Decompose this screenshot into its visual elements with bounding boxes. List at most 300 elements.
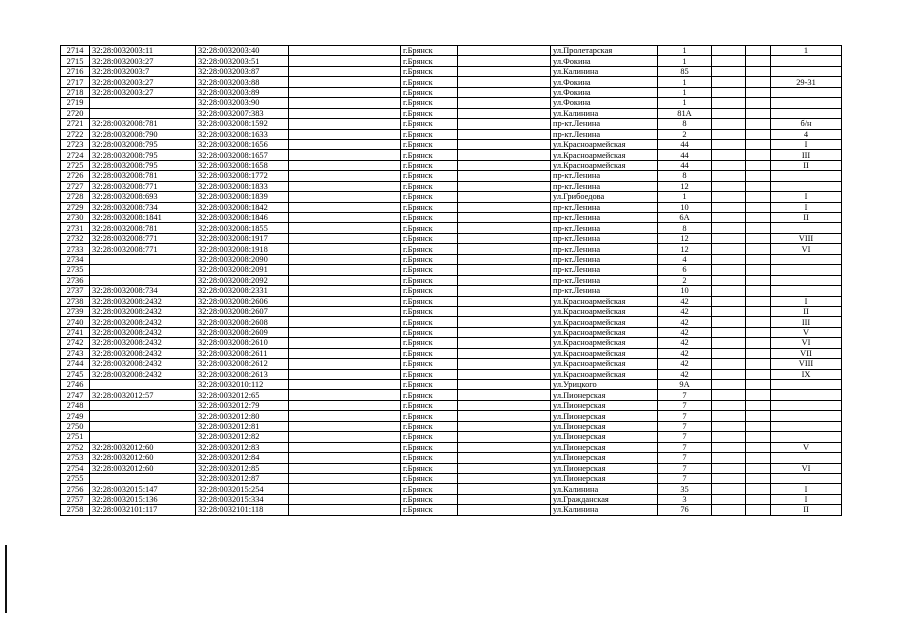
cell-e2 (458, 66, 551, 76)
table-row (61, 338, 842, 348)
cell-num: 2744 (61, 359, 90, 369)
cell-flat: VII (771, 348, 842, 358)
cell-cad: 32:28:0032003:88 (196, 77, 289, 87)
cell-bld: 76 (658, 505, 712, 515)
cell-e1 (289, 160, 401, 170)
cell-e1 (289, 317, 401, 327)
cell-flat: II (771, 213, 842, 223)
cell-e2 (458, 505, 551, 515)
cell-city: г.Брянск (401, 223, 458, 233)
cell-e1 (289, 390, 401, 400)
cell-flat: II (771, 505, 842, 515)
cell-parent: 32:28:0032008:795 (90, 150, 196, 160)
cell-e2 (458, 202, 551, 212)
cell-bld: 10 (658, 286, 712, 296)
cell-num: 2718 (61, 87, 90, 97)
cell-bld: 1 (658, 98, 712, 108)
cell-e4 (746, 390, 771, 400)
cell-e1 (289, 119, 401, 129)
cell-city: г.Брянск (401, 327, 458, 337)
cell-street: ул.Пионерская (551, 432, 658, 442)
cell-e2 (458, 77, 551, 87)
cell-num: 2715 (61, 56, 90, 66)
cell-city: г.Брянск (401, 254, 458, 264)
cell-bld: 42 (658, 338, 712, 348)
table-row (61, 150, 842, 160)
table-row (61, 265, 842, 275)
cell-flat (771, 411, 842, 421)
cell-street: пр-кт.Ленина (551, 171, 658, 181)
cell-street: пр-кт.Ленина (551, 233, 658, 243)
cell-num: 2728 (61, 192, 90, 202)
cell-cad: 32:28:0032008:2092 (196, 275, 289, 285)
cell-flat (771, 265, 842, 275)
cell-e2 (458, 265, 551, 275)
cell-parent: 32:28:0032008:790 (90, 129, 196, 139)
cell-e3 (712, 390, 746, 400)
cell-e3 (712, 233, 746, 243)
cell-street: ул.Калинина (551, 108, 658, 118)
cell-e3 (712, 421, 746, 431)
table-row (61, 192, 842, 202)
cell-e2 (458, 369, 551, 379)
cell-e2 (458, 87, 551, 97)
table-row (61, 296, 842, 306)
cell-e3 (712, 171, 746, 181)
cell-e4 (746, 505, 771, 515)
table-body (61, 46, 842, 516)
cell-e3 (712, 306, 746, 316)
cell-e1 (289, 275, 401, 285)
cell-e3 (712, 411, 746, 421)
cell-parent: 32:28:0032008:734 (90, 202, 196, 212)
cell-bld: 8 (658, 223, 712, 233)
cell-bld: 7 (658, 411, 712, 421)
cell-e2 (458, 463, 551, 473)
cell-street: ул.Грибоедова (551, 192, 658, 202)
cell-city: г.Брянск (401, 192, 458, 202)
cell-parent: 32:28:0032008:1841 (90, 213, 196, 223)
cell-city: г.Брянск (401, 56, 458, 66)
cell-flat (771, 380, 842, 390)
table-row (61, 87, 842, 97)
cell-num: 2724 (61, 150, 90, 160)
cell-e3 (712, 139, 746, 149)
cell-cad: 32:28:0032012:65 (196, 390, 289, 400)
cell-e2 (458, 139, 551, 149)
cell-e1 (289, 139, 401, 149)
cell-city: г.Брянск (401, 233, 458, 243)
table-row (61, 129, 842, 139)
cell-e4 (746, 442, 771, 452)
cell-e3 (712, 160, 746, 170)
cell-flat: I (771, 484, 842, 494)
cell-e2 (458, 150, 551, 160)
cell-parent: 32:28:0032008:2432 (90, 306, 196, 316)
cell-bld: 42 (658, 306, 712, 316)
cell-num: 2727 (61, 181, 90, 191)
cell-bld: 44 (658, 150, 712, 160)
cell-city: г.Брянск (401, 66, 458, 76)
cell-e1 (289, 380, 401, 390)
cell-e1 (289, 505, 401, 515)
cell-city: г.Брянск (401, 98, 458, 108)
cell-cad: 32:28:0032003:87 (196, 66, 289, 76)
cell-cad: 32:28:0032008:1855 (196, 223, 289, 233)
cell-street: ул.Калинина (551, 484, 658, 494)
cell-city: г.Брянск (401, 473, 458, 483)
table-row (61, 327, 842, 337)
cell-num: 2732 (61, 233, 90, 243)
cell-parent: 32:28:0032008:2432 (90, 296, 196, 306)
cell-e1 (289, 432, 401, 442)
cell-street: пр-кт.Ленина (551, 129, 658, 139)
cell-num: 2733 (61, 244, 90, 254)
cell-e4 (746, 160, 771, 170)
cell-city: г.Брянск (401, 46, 458, 56)
cell-e2 (458, 160, 551, 170)
cell-bld: 2 (658, 275, 712, 285)
cell-num: 2756 (61, 484, 90, 494)
cell-e1 (289, 400, 401, 410)
cell-num: 2743 (61, 348, 90, 358)
cell-e3 (712, 442, 746, 452)
cell-e1 (289, 213, 401, 223)
cell-bld: 8 (658, 119, 712, 129)
cell-parent: 32:28:0032008:771 (90, 244, 196, 254)
cell-e4 (746, 233, 771, 243)
cell-e1 (289, 192, 401, 202)
cell-street: ул.Пионерская (551, 411, 658, 421)
cell-e1 (289, 244, 401, 254)
cell-bld: 1 (658, 56, 712, 66)
cell-flat: VIII (771, 233, 842, 243)
cell-cad: 32:28:0032008:2609 (196, 327, 289, 337)
cell-bld: 85 (658, 66, 712, 76)
cell-city: г.Брянск (401, 139, 458, 149)
cell-e3 (712, 380, 746, 390)
cell-e2 (458, 296, 551, 306)
cell-street: пр-кт.Ленина (551, 119, 658, 129)
cell-e3 (712, 463, 746, 473)
cell-e1 (289, 77, 401, 87)
cell-cad: 32:28:0032012:82 (196, 432, 289, 442)
cell-e4 (746, 369, 771, 379)
cell-e3 (712, 213, 746, 223)
cell-street: ул.Пионерская (551, 473, 658, 483)
cell-bld: 2 (658, 129, 712, 139)
cell-e2 (458, 411, 551, 421)
cell-street: пр-кт.Ленина (551, 213, 658, 223)
cell-flat (771, 223, 842, 233)
cell-street: пр-кт.Ленина (551, 275, 658, 285)
cell-e2 (458, 327, 551, 337)
cell-parent: 32:28:0032008:781 (90, 223, 196, 233)
cell-parent: 32:28:0032003:11 (90, 46, 196, 56)
cell-parent: 32:28:0032008:795 (90, 160, 196, 170)
cell-cad: 32:28:0032008:2608 (196, 317, 289, 327)
cell-street: ул.Пионерская (551, 442, 658, 452)
cell-e1 (289, 150, 401, 160)
cell-parent: 32:28:0032015:136 (90, 494, 196, 504)
table-row (61, 369, 842, 379)
cell-e2 (458, 306, 551, 316)
cell-num: 2749 (61, 411, 90, 421)
cell-cad: 32:28:0032015:334 (196, 494, 289, 504)
cell-street: пр-кт.Ленина (551, 286, 658, 296)
cell-e3 (712, 129, 746, 139)
cell-cad: 32:28:0032008:2610 (196, 338, 289, 348)
cell-flat (771, 275, 842, 285)
table-row (61, 421, 842, 431)
table-row (61, 400, 842, 410)
cell-num: 2726 (61, 171, 90, 181)
cell-parent: 32:28:0032008:2432 (90, 359, 196, 369)
table-row (61, 275, 842, 285)
cell-city: г.Брянск (401, 129, 458, 139)
cell-num: 2725 (61, 160, 90, 170)
cell-street: ул.Красноармейская (551, 348, 658, 358)
cell-flat: б/н (771, 119, 842, 129)
cell-e1 (289, 129, 401, 139)
cell-city: г.Брянск (401, 369, 458, 379)
cell-num: 2714 (61, 46, 90, 56)
cell-flat (771, 421, 842, 431)
cell-street: ул.Красноармейская (551, 359, 658, 369)
cell-bld: 1 (658, 87, 712, 97)
cell-e4 (746, 223, 771, 233)
cell-e1 (289, 473, 401, 483)
table-row (61, 160, 842, 170)
cell-street: ул.Фокина (551, 87, 658, 97)
cell-num: 2737 (61, 286, 90, 296)
cell-e4 (746, 317, 771, 327)
cell-parent: 32:28:0032008:2432 (90, 369, 196, 379)
cell-e3 (712, 275, 746, 285)
cell-bld: 1 (658, 77, 712, 87)
table-row (61, 432, 842, 442)
cell-street: пр-кт.Ленина (551, 181, 658, 191)
cell-street: пр-кт.Ленина (551, 254, 658, 264)
cell-cad: 32:28:0032008:2613 (196, 369, 289, 379)
cell-num: 2716 (61, 66, 90, 76)
cell-e1 (289, 338, 401, 348)
cell-e3 (712, 77, 746, 87)
cell-cad: 32:28:0032012:79 (196, 400, 289, 410)
table-row (61, 254, 842, 264)
cell-flat: I (771, 139, 842, 149)
cell-bld: 7 (658, 421, 712, 431)
cell-num: 2753 (61, 453, 90, 463)
cell-e2 (458, 484, 551, 494)
cell-e3 (712, 56, 746, 66)
table-row (61, 505, 842, 515)
cell-num: 2736 (61, 275, 90, 285)
cell-bld: 1 (658, 192, 712, 202)
cell-e3 (712, 108, 746, 118)
table-row (61, 453, 842, 463)
cell-city: г.Брянск (401, 421, 458, 431)
cell-e2 (458, 233, 551, 243)
cell-parent: 32:28:0032008:2432 (90, 348, 196, 358)
cell-e3 (712, 317, 746, 327)
cell-num: 2742 (61, 338, 90, 348)
cell-parent: 32:28:0032008:2432 (90, 338, 196, 348)
cell-street: ул.Красноармейская (551, 338, 658, 348)
table-row (61, 442, 842, 452)
table-row (61, 108, 842, 118)
cell-e1 (289, 453, 401, 463)
cell-e3 (712, 473, 746, 483)
cell-e1 (289, 327, 401, 337)
cell-e4 (746, 77, 771, 87)
cell-parent: 32:28:0032003:7 (90, 66, 196, 76)
cell-parent (90, 421, 196, 431)
cell-num: 2748 (61, 400, 90, 410)
cell-bld: 6А (658, 213, 712, 223)
table-row (61, 233, 842, 243)
cell-num: 2721 (61, 119, 90, 129)
cell-cad: 32:28:0032003:40 (196, 46, 289, 56)
cell-cad: 32:28:0032008:1842 (196, 202, 289, 212)
cell-cad: 32:28:0032008:1658 (196, 160, 289, 170)
cell-cad: 32:28:0032008:1656 (196, 139, 289, 149)
cell-flat (771, 98, 842, 108)
cell-e2 (458, 108, 551, 118)
cell-e3 (712, 192, 746, 202)
cell-num: 2750 (61, 421, 90, 431)
cell-e4 (746, 484, 771, 494)
cell-e1 (289, 181, 401, 191)
cell-city: г.Брянск (401, 484, 458, 494)
cell-flat: VIII (771, 359, 842, 369)
cell-street: пр-кт.Ленина (551, 202, 658, 212)
cell-street: ул.Красноармейская (551, 139, 658, 149)
cell-cad: 32:28:0032008:1772 (196, 171, 289, 181)
cell-parent: 32:28:0032008:693 (90, 192, 196, 202)
cell-street: ул.Пионерская (551, 400, 658, 410)
cell-e4 (746, 66, 771, 76)
cell-city: г.Брянск (401, 202, 458, 212)
cell-parent: 32:28:0032008:2432 (90, 327, 196, 337)
cell-flat: VI (771, 463, 842, 473)
cell-e2 (458, 380, 551, 390)
cell-parent: 32:28:0032012:60 (90, 442, 196, 452)
cell-e4 (746, 453, 771, 463)
cell-e1 (289, 56, 401, 66)
cell-parent (90, 265, 196, 275)
cell-e1 (289, 348, 401, 358)
cell-bld: 12 (658, 181, 712, 191)
cell-flat (771, 171, 842, 181)
cell-flat (771, 286, 842, 296)
table-row (61, 66, 842, 76)
cell-cad: 32:28:0032003:89 (196, 87, 289, 97)
table-row (61, 139, 842, 149)
cell-e1 (289, 306, 401, 316)
cell-e3 (712, 265, 746, 275)
cell-flat: II (771, 160, 842, 170)
cell-e3 (712, 484, 746, 494)
cell-bld: 42 (658, 327, 712, 337)
cell-city: г.Брянск (401, 150, 458, 160)
cell-city: г.Брянск (401, 296, 458, 306)
cell-parent (90, 108, 196, 118)
cell-street: ул.Красноармейская (551, 369, 658, 379)
cell-city: г.Брянск (401, 108, 458, 118)
cell-city: г.Брянск (401, 338, 458, 348)
cell-e3 (712, 46, 746, 56)
table-row (61, 359, 842, 369)
cell-e2 (458, 171, 551, 181)
cell-city: г.Брянск (401, 411, 458, 421)
cell-e1 (289, 442, 401, 452)
cell-num: 2746 (61, 380, 90, 390)
cell-parent (90, 380, 196, 390)
cell-e2 (458, 129, 551, 139)
cell-bld: 42 (658, 359, 712, 369)
cell-street: ул.Урицкого (551, 380, 658, 390)
cell-e3 (712, 432, 746, 442)
cell-parent (90, 411, 196, 421)
cell-e4 (746, 306, 771, 316)
cell-e1 (289, 171, 401, 181)
cell-flat (771, 87, 842, 97)
cell-e4 (746, 338, 771, 348)
cell-parent (90, 275, 196, 285)
cell-e2 (458, 453, 551, 463)
cell-num: 2740 (61, 317, 90, 327)
cell-e1 (289, 202, 401, 212)
cell-e1 (289, 296, 401, 306)
cell-cad: 32:28:0032012:80 (196, 411, 289, 421)
cell-bld: 44 (658, 139, 712, 149)
cell-num: 2719 (61, 98, 90, 108)
cell-parent (90, 98, 196, 108)
table-row (61, 223, 842, 233)
cell-bld: 7 (658, 473, 712, 483)
cell-bld: 1 (658, 46, 712, 56)
cell-street: ул.Пионерская (551, 390, 658, 400)
cell-street: ул.Фокина (551, 77, 658, 87)
table-row (61, 348, 842, 358)
cell-cad: 32:28:0032008:1918 (196, 244, 289, 254)
cell-e2 (458, 286, 551, 296)
cell-parent: 32:28:0032008:781 (90, 119, 196, 129)
cell-e4 (746, 244, 771, 254)
cell-e4 (746, 275, 771, 285)
cell-e4 (746, 286, 771, 296)
cell-flat: VI (771, 338, 842, 348)
cell-e3 (712, 66, 746, 76)
cell-cad: 32:28:0032008:1846 (196, 213, 289, 223)
cell-num: 2757 (61, 494, 90, 504)
cell-city: г.Брянск (401, 348, 458, 358)
cell-cad: 32:28:0032003:90 (196, 98, 289, 108)
cell-cad: 32:28:0032008:1839 (196, 192, 289, 202)
table-row (61, 390, 842, 400)
cell-e4 (746, 494, 771, 504)
cell-e2 (458, 421, 551, 431)
cell-cad: 32:28:0032008:1592 (196, 119, 289, 129)
cell-e4 (746, 119, 771, 129)
cell-e2 (458, 244, 551, 254)
cell-num: 2723 (61, 139, 90, 149)
cell-e4 (746, 181, 771, 191)
cell-e1 (289, 359, 401, 369)
cell-cad: 32:28:0032008:1657 (196, 150, 289, 160)
cell-flat: 29-31 (771, 77, 842, 87)
